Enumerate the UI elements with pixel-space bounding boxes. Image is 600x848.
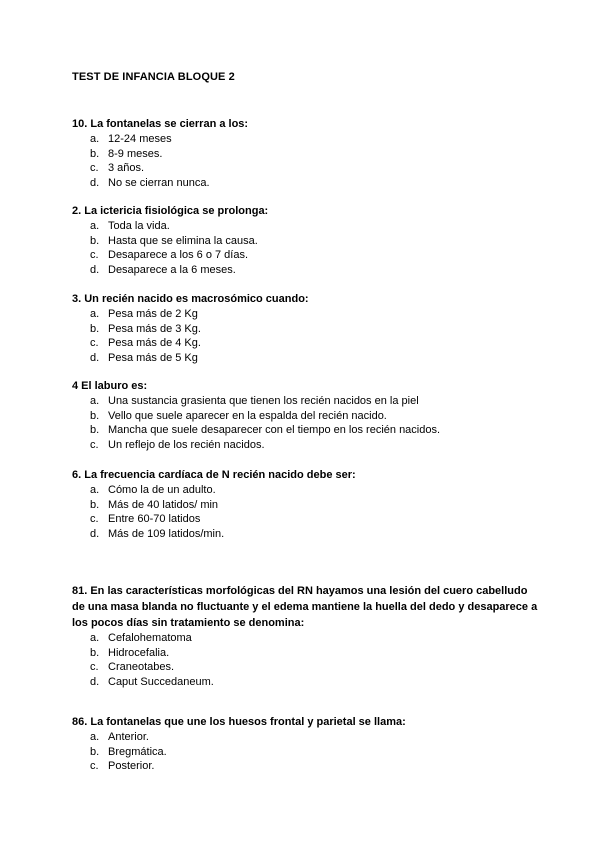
- option-letter: a.: [90, 220, 100, 232]
- option-text: Caput Succedaneum.: [108, 675, 214, 688]
- option-item: [72, 307, 542, 322]
- question-text: 6. La frecuencia cardíaca de N recién nacido debe ser:: [72, 469, 356, 481]
- option-item: [72, 745, 542, 760]
- option-item: [72, 394, 542, 409]
- question-3: [72, 291, 542, 365]
- option-item: [72, 730, 542, 745]
- option-item: [72, 438, 542, 453]
- option-text: Hidrocefalia.: [108, 646, 170, 659]
- option-item: [72, 631, 542, 646]
- option-item: [72, 219, 542, 234]
- option-item: [72, 234, 542, 249]
- question-text: 86. La fontanelas que une los huesos frontal y parietal se llama:: [72, 716, 406, 728]
- option-text: Pesa más de 3 Kg.: [108, 322, 201, 335]
- option-item: [72, 646, 542, 661]
- question-10: [72, 116, 542, 190]
- option-list: [72, 394, 542, 452]
- option-list: [72, 631, 542, 689]
- option-list: [72, 483, 542, 541]
- question-text: 10. La fontanelas se cierran a los:: [72, 118, 249, 130]
- option-text: Craneotabes.: [108, 661, 175, 674]
- option-letter: a.: [90, 308, 100, 320]
- option-letter: b.: [90, 322, 100, 335]
- option-text: Más de 109 latidos/min.: [108, 527, 225, 540]
- option-list: [72, 219, 542, 277]
- option-letter: b.: [90, 147, 100, 160]
- question-text: 2. La ictericia fisiológica se prolonga:: [72, 205, 269, 217]
- option-text: Pesa más de 4 Kg.: [108, 337, 201, 350]
- option-text: Entre 60-70 latidos: [108, 513, 201, 526]
- question-6: [72, 467, 542, 541]
- option-item: [72, 351, 542, 366]
- option-text: 8-9 meses.: [108, 147, 163, 160]
- option-text: Cefalohematoma: [108, 632, 192, 644]
- option-letter: a.: [90, 632, 100, 644]
- option-text: 3 años.: [108, 162, 145, 175]
- option-text: Cómo la de un adulto.: [108, 484, 216, 496]
- option-text: Pesa más de 5 Kg: [108, 351, 198, 364]
- option-text: Pesa más de 2 Kg: [108, 308, 198, 320]
- option-text: Una sustancia grasienta que tienen los recién nacidos en la piel: [108, 395, 419, 407]
- option-letter: d.: [90, 176, 100, 189]
- option-letter: a.: [90, 133, 100, 145]
- option-text: Mancha que suele desaparecer con el tiempo en los recién nacidos.: [108, 424, 441, 437]
- option-letter: b.: [90, 424, 100, 437]
- option-letter: d.: [90, 263, 100, 276]
- option-item: [72, 176, 542, 191]
- option-item: [72, 675, 542, 690]
- option-letter: a.: [90, 731, 100, 743]
- option-text: 12-24 meses: [108, 133, 172, 145]
- question-2: [72, 203, 542, 277]
- option-letter: b.: [90, 745, 100, 758]
- option-item: [72, 423, 542, 438]
- question-text: 4 El laburo es:: [72, 380, 148, 392]
- option-letter: b.: [90, 498, 100, 511]
- option-letter: d.: [90, 351, 100, 364]
- option-letter: d.: [90, 675, 100, 688]
- option-letter: c.: [90, 249, 99, 262]
- option-text: Posterior.: [108, 760, 155, 773]
- document-title: TEST DE INFANCIA BLOQUE 2: [72, 71, 235, 83]
- option-text: Hasta que se elimina la causa.: [108, 234, 258, 247]
- option-item: [72, 409, 542, 424]
- option-letter: c.: [90, 438, 99, 451]
- option-letter: c.: [90, 513, 99, 526]
- option-letter: b.: [90, 234, 100, 247]
- option-letter: b.: [90, 646, 100, 659]
- option-letter: a.: [90, 395, 100, 407]
- option-item: [72, 248, 542, 263]
- question-4: [72, 378, 542, 452]
- question-text: 3. Un recién nacido es macrosómico cuando:: [72, 293, 309, 305]
- option-item: [72, 759, 542, 774]
- option-item: [72, 263, 542, 278]
- option-list: [72, 132, 542, 190]
- option-text: No se cierran nunca.: [108, 176, 210, 189]
- option-list: [72, 730, 542, 774]
- option-letter: c.: [90, 162, 99, 175]
- option-item: [72, 161, 542, 176]
- option-text: Un reflejo de los recién nacidos.: [108, 438, 265, 451]
- option-letter: c.: [90, 661, 99, 674]
- question-text: 81. En las características morfológicas del RN hayamos una lesión del cuero cabelludo de una masa blanda no fluctuante y el edema mantiene la huella del dedo y desaparece a los pocos días sin tratamiento se denomina:: [72, 585, 538, 629]
- option-text: Anterior.: [108, 731, 149, 743]
- option-item: [72, 322, 542, 337]
- option-item: [72, 512, 542, 527]
- option-list: [72, 307, 542, 365]
- option-text: Desaparece a los 6 o 7 días.: [108, 249, 249, 262]
- option-item: [72, 483, 542, 498]
- question-86: [72, 714, 542, 774]
- option-letter: b.: [90, 409, 100, 422]
- option-text: Vello que suele aparecer en la espalda del recién nacido.: [108, 409, 387, 422]
- option-item: [72, 147, 542, 162]
- option-letter: c.: [90, 760, 99, 773]
- option-item: [72, 660, 542, 675]
- option-text: Desaparece a la 6 meses.: [108, 263, 236, 276]
- option-item: [72, 132, 542, 147]
- option-item: [72, 527, 542, 542]
- question-81: [72, 583, 542, 689]
- option-text: Toda la vida.: [108, 220, 170, 232]
- option-text: Bregmática.: [108, 745, 167, 758]
- option-item: [72, 498, 542, 513]
- option-letter: d.: [90, 527, 100, 540]
- option-item: [72, 336, 542, 351]
- option-letter: c.: [90, 337, 99, 350]
- option-text: Más de 40 latidos/ min: [108, 498, 219, 511]
- option-letter: a.: [90, 484, 100, 496]
